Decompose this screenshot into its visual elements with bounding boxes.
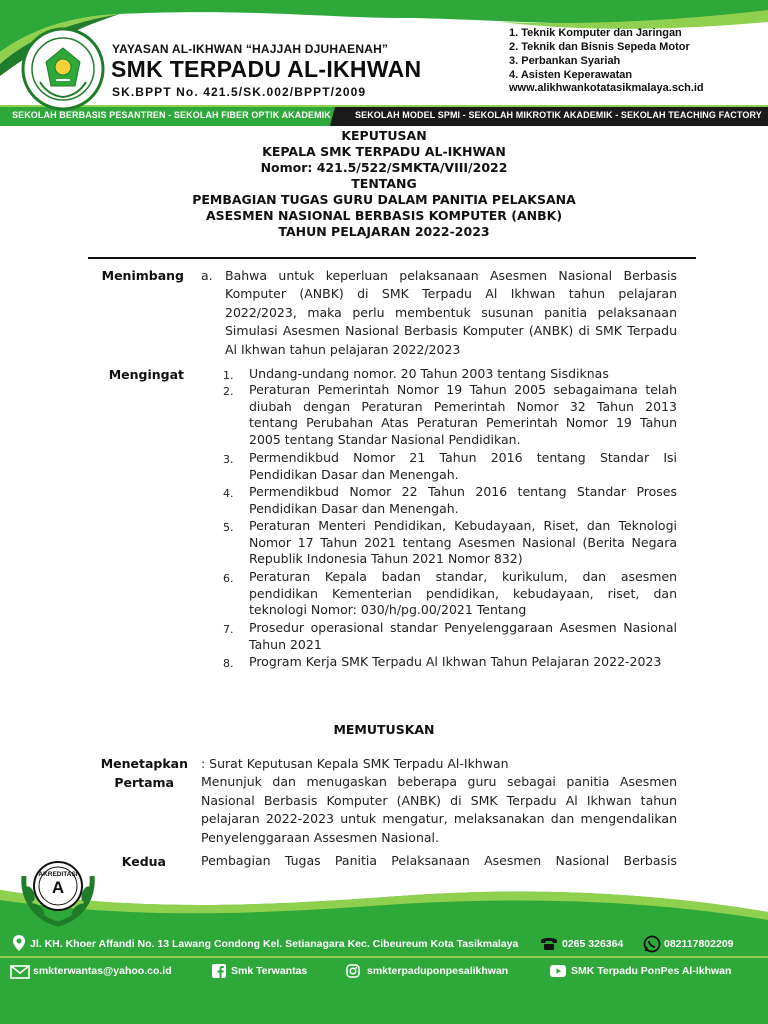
program-item: 1. Teknik Komputer dan Jaringan bbox=[509, 27, 682, 39]
title-line: KEPUTUSAN bbox=[341, 128, 427, 143]
program-item: 3. Perbankan Syariah bbox=[509, 55, 621, 67]
program-item: 4. Asisten Keperawatan bbox=[509, 69, 633, 81]
list-item: Permendikbud Nomor 22 Tahun 2016 tentang Standar Proses Pendidikan Dasar dan Menengah. bbox=[249, 484, 677, 516]
title-line: TENTANG bbox=[351, 176, 417, 191]
school-logo-icon bbox=[20, 26, 106, 112]
list-number: 3. bbox=[223, 453, 234, 466]
list-item: Peraturan Pemerintah Nomor 19 Tahun 2005 sebagaimana telah diubah dengan Peraturan Pemerintah Nomor 32 Tahun 2013 tentang Perubahan Atas Peraturan Pemerintah Nomor 19 Tahun 2005 tentang Standar Nasional Pendidikan. bbox=[249, 382, 677, 447]
title-line: TAHUN PELAJARAN 2022-2023 bbox=[278, 224, 490, 239]
title-line: PEMBAGIAN TUGAS GURU DALAM PANITIA PELAKSANA bbox=[192, 192, 576, 207]
list-number: 2. bbox=[223, 385, 234, 398]
kedua-text: Pembagian Tugas Panitia Pelaksanaan Asesmen Nasional Berbasis bbox=[201, 853, 677, 868]
facebook-icon bbox=[212, 964, 226, 978]
list-number: 7. bbox=[223, 623, 234, 636]
list-number: 5. bbox=[223, 521, 234, 534]
list-number: 4. bbox=[223, 487, 234, 500]
list-number: 6. bbox=[223, 572, 234, 585]
facebook-handle[interactable]: Smk Terwantas bbox=[231, 965, 308, 977]
pertama-text: Menunjuk dan menugaskan beberapa guru sebagai panitia Asesmen Nasional Berbasis Komputer (ANBK) di SMK Terpadu Al Ikhwan tahun pelajaran 2022-2023 untuk mengatur, melaksanakan dan mengendalikan Penyelenggaraan Assesmen Nasional. bbox=[201, 774, 677, 845]
list-item: Permendikbud Nomor 21 Tahun 2016 tentang Standar Isi Pendidikan Dasar dan Menengah. bbox=[249, 450, 677, 482]
list-number: 1. bbox=[223, 369, 234, 382]
whatsapp-number[interactable]: 082117802209 bbox=[664, 938, 734, 950]
title-divider bbox=[88, 257, 696, 259]
memutuskan-heading: MEMUTUSKAN bbox=[333, 722, 435, 737]
title-line: Nomor: 421.5/522/SMKTA/VIII/2022 bbox=[260, 160, 508, 175]
program-item: 2. Teknik dan Bisnis Sepeda Motor bbox=[509, 41, 690, 53]
instagram-handle[interactable]: smkterpaduponpesalikhwan bbox=[367, 965, 509, 977]
instagram-icon bbox=[346, 964, 360, 978]
foundation-name: YAYASAN AL-IKHWAN “HAJJAH DJUHAENAH” bbox=[112, 42, 389, 56]
menimbang-first-line: Bahwa untuk keperluan pelaksanaan Asesmen Nasional Berbasis bbox=[225, 268, 677, 283]
telephone-icon bbox=[540, 937, 558, 951]
youtube-channel[interactable]: SMK Terpadu PonPes Al-Ikhwan bbox=[571, 965, 732, 977]
letterhead-footer bbox=[0, 850, 768, 1024]
email-icon bbox=[10, 965, 30, 979]
list-number: 8. bbox=[223, 657, 234, 670]
list-item: Peraturan Menteri Pendidikan, Kebudayaan, Riset, dan Teknologi Nomor 17 Tahun 2021 tentang Asesmen Nasional (Berita Negara Republik Indonesia Tahun 2021 Nomor 832) bbox=[249, 518, 677, 566]
tagline-right: SEKOLAH MODEL SPMI - SEKOLAH MIKROTIK AKADEMIK - SEKOLAH TEACHING FACTORY bbox=[355, 110, 762, 120]
menimbang-text: Komputer (ANBK) di SMK Terpadu Al Ikhwan tahun pelajaran 2022/2023, maka perlu membentuk susunan panitia pelaksanaan Simulasi Asesmen Nasional Berbasis Komputer (ANBK) di SMK Terpadu Al Ikhwan tahun pelajaran 2022/2023 bbox=[225, 286, 677, 357]
school-address: Jl. KH. Khoer Affandi No. 13 Lawang Condong Kel. Setianagara Kec. Cibeureum Kota Tasikmalaya bbox=[30, 938, 519, 950]
title-line: KEPALA SMK TERPADU AL-IKHWAN bbox=[262, 144, 506, 159]
title-line: ASESMEN NASIONAL BERBASIS KOMPUTER (ANBK) bbox=[205, 208, 563, 223]
phone-number[interactable]: 0265 326364 bbox=[562, 938, 624, 950]
email-address[interactable]: smkterwantas@yahoo.co.id bbox=[33, 965, 172, 977]
accreditation-grade: A bbox=[51, 878, 65, 897]
list-item: Peraturan Kepala badan standar, kurikulum, dan asesmen pendidikan Kementerian pendidikan, kebudayaan, riset, dan teknologi Nomor: 030/h/pg.00/2021 Tentang bbox=[249, 569, 677, 617]
kedua-label: Kedua bbox=[121, 854, 166, 869]
menetapkan-text: : Surat Keputusan Kepala SMK Terpadu Al-Ikhwan bbox=[201, 756, 509, 771]
tagline-left: SEKOLAH BERBASIS PESANTREN - SEKOLAH FIBER OPTIK AKADEMIK bbox=[12, 110, 331, 120]
letterhead bbox=[0, 0, 768, 128]
youtube-icon bbox=[550, 965, 566, 977]
program-list bbox=[509, 26, 690, 82]
school-name: SMK TERPADU AL-IKHWAN bbox=[111, 56, 422, 82]
website-link[interactable]: www.alikhwankotatasikmalaya.sch.id bbox=[509, 82, 704, 94]
accreditation-label: AKREDITASI bbox=[38, 871, 78, 878]
menimbang-label: Menimbang bbox=[101, 268, 184, 283]
list-item: Prosedur operasional standar Penyelenggaraan Asesmen Nasional Tahun 2021 bbox=[249, 620, 677, 652]
mengingat-label: Mengingat bbox=[108, 367, 184, 382]
decree-number: SK.BPPT No. 421.5/SK.002/BPPT/2009 bbox=[112, 85, 367, 99]
menimbang-marker: a. bbox=[201, 268, 213, 283]
list-item: Program Kerja SMK Terpadu Al Ikhwan Tahun Pelajaran 2022-2023 bbox=[249, 654, 662, 669]
location-pin-icon bbox=[12, 934, 26, 952]
whatsapp-icon bbox=[643, 935, 661, 953]
list-item: Undang-undang nomor. 20 Tahun 2003 tentang Sisdiknas bbox=[249, 366, 609, 381]
pertama-label: Pertama bbox=[114, 775, 174, 790]
menetapkan-label: Menetapkan bbox=[100, 756, 188, 771]
decree-title bbox=[0, 128, 768, 240]
